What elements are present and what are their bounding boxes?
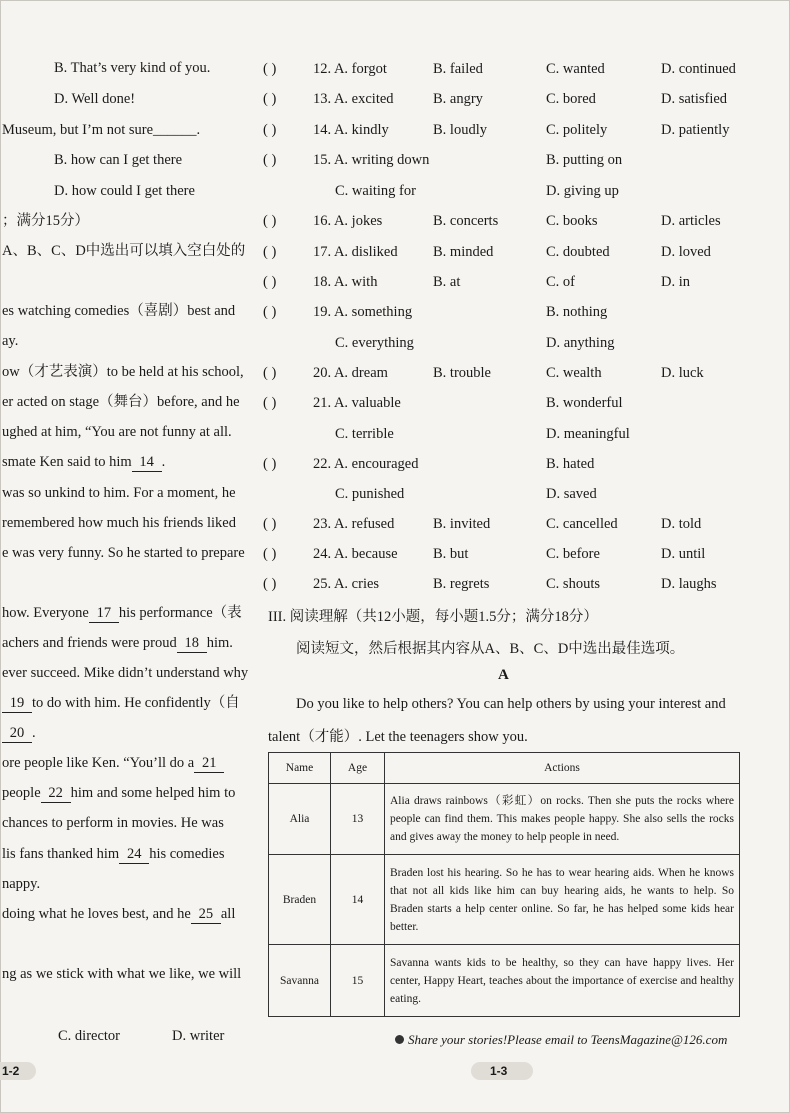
left-line: ；满分15分）	[2, 213, 89, 229]
option-b: B. regrets	[433, 576, 490, 592]
question-option-a	[313, 91, 394, 108]
answer-bracket[interactable]: ( )	[263, 365, 277, 381]
question-number: 17.	[313, 244, 332, 260]
blank: 18	[177, 634, 207, 653]
table-row	[269, 945, 740, 1017]
option-a: A. encouraged	[333, 456, 419, 472]
blank: 25	[191, 905, 221, 924]
question-number: 19.	[313, 304, 332, 320]
left-line: A、B、C、D中选出可以填入空白处的	[2, 243, 246, 259]
column-header: Actions	[385, 753, 740, 784]
left-line: smate Ken said to him 14 .	[2, 454, 166, 470]
blank: 19	[2, 694, 32, 713]
option-b: B. failed	[433, 61, 483, 77]
left-line: chances to perform in movies. He was	[2, 815, 224, 831]
name-cell: Alia	[269, 784, 331, 855]
option-d: D. meaningful	[546, 426, 630, 442]
question-option-a	[313, 546, 398, 563]
blank: 22	[41, 784, 71, 803]
table-row	[269, 855, 740, 945]
option-d: D. giving up	[546, 183, 619, 199]
option-c: C. wanted	[546, 61, 605, 77]
option-d: D. anything	[546, 335, 615, 351]
option-d: D. continued	[661, 61, 736, 77]
column-header: Name	[269, 753, 331, 784]
option-b: B. angry	[433, 91, 483, 107]
option-a: A. cries	[333, 576, 380, 592]
blank: 20	[2, 724, 32, 743]
question-number: 23.	[313, 516, 332, 532]
option-b: B. nothing	[546, 304, 608, 320]
left-line: D. Well done!	[54, 91, 136, 107]
question-number: 13.	[313, 91, 332, 107]
question-option-a	[313, 122, 389, 139]
question-option-a	[313, 576, 379, 593]
left-line: ow（才艺表演）to be held at his school,	[2, 364, 244, 380]
left-line: how. Everyone 17 his performance（表	[2, 605, 242, 621]
age-cell: 13	[331, 784, 385, 855]
option-a: A. excited	[333, 91, 394, 107]
option-c: C. bored	[546, 91, 596, 107]
option-a: A. refused	[333, 516, 395, 532]
question-number: 25.	[313, 576, 332, 592]
left-line: nappy.	[2, 876, 41, 892]
blank: 21	[194, 754, 224, 773]
question-number: 20.	[313, 365, 332, 381]
option-a: A. with	[333, 274, 378, 290]
answer-bracket[interactable]: ( )	[263, 395, 277, 411]
question-number: 18.	[313, 274, 332, 290]
option-b: B. concerts	[433, 213, 499, 229]
option-c: C. waiting for	[335, 183, 416, 199]
section-instruction: 阅读短文，然后根据其内容从A、B、C、D中选出最佳选项。	[296, 641, 685, 657]
option-a: A. something	[333, 304, 413, 320]
answer-bracket[interactable]: ( )	[263, 304, 277, 320]
question-option-a	[313, 365, 388, 382]
question-number: 14.	[313, 122, 332, 138]
option-c: C. of	[546, 274, 575, 290]
left-line: lis fans thanked him 24 his comedies	[2, 846, 225, 862]
passage-letter: A	[498, 667, 509, 683]
left-line: B. That’s very kind of you.	[54, 60, 211, 76]
option-b: B. minded	[433, 244, 494, 260]
section-heading: III. 阅读理解（共12小题，每小题1.5分；满分18分）	[268, 609, 598, 625]
answer-bracket[interactable]: ( )	[263, 274, 277, 290]
left-line: remembered how much his friends liked	[2, 515, 236, 531]
answer-bracket[interactable]: ( )	[263, 576, 277, 592]
option-d: D. luck	[661, 365, 704, 381]
option-c: C. punished	[335, 486, 405, 502]
option-d: D. articles	[661, 213, 721, 229]
option-a: A. writing down	[333, 152, 430, 168]
answer-bracket[interactable]: ( )	[263, 546, 277, 562]
action-cell: Braden lost his hearing. So he has to wear hearing aids. When he knows that not all kids like him can buy hearing aids, he wants to help. So Braden starts a help center online. So far, he has helped some kids hear better.	[385, 855, 740, 945]
age-cell: 15	[331, 945, 385, 1017]
blank: 17	[89, 604, 119, 623]
answer-bracket[interactable]: ( )	[263, 213, 277, 229]
left-line: D. writer	[172, 1028, 225, 1044]
left-line: B. how can I get there	[54, 152, 183, 168]
option-b: B. invited	[433, 516, 491, 532]
left-line: Museum, but I’m not sure______.	[2, 122, 201, 138]
option-b: B. trouble	[433, 365, 491, 381]
option-c: C. terrible	[335, 426, 394, 442]
option-c: C. before	[546, 546, 600, 562]
option-d: D. saved	[546, 486, 597, 502]
blank: 14	[132, 453, 162, 472]
option-c: C. shouts	[546, 576, 600, 592]
question-option-a	[313, 152, 429, 169]
answer-bracket[interactable]: ( )	[263, 516, 277, 532]
option-c: C. wealth	[546, 365, 602, 381]
option-a: A. jokes	[333, 213, 383, 229]
option-d: D. satisfied	[661, 91, 728, 107]
left-line: ay.	[2, 333, 19, 349]
option-b: B. wonderful	[546, 395, 623, 411]
left-line: e was very funny. So he started to prepare	[2, 545, 245, 561]
blank: 24	[119, 845, 149, 864]
footer-email-line: Share your stories!Please email to TeensMagazine@126.com	[408, 1032, 728, 1047]
left-line: achers and friends were proud 18 him.	[2, 635, 233, 651]
option-a: A. kindly	[333, 122, 389, 138]
left-line: C. director	[58, 1028, 121, 1044]
question-option-a	[313, 395, 401, 412]
option-c: C. cancelled	[546, 516, 618, 532]
left-line: 20 .	[2, 724, 36, 743]
name-cell: Braden	[269, 855, 331, 945]
left-line: was so unkind to him. For a moment, he	[2, 485, 236, 501]
option-a: A. disliked	[333, 244, 398, 260]
answer-bracket[interactable]: ( )	[263, 91, 277, 107]
left-line: 19 to do with him. He confidently（自	[2, 694, 240, 713]
age-cell: 14	[331, 855, 385, 945]
action-cell: Alia draws rainbows（彩虹）on rocks. Then she puts the rocks where people can find them. This makes people happy. She also sells the rocks and gives away the money to help people in need.	[385, 784, 740, 855]
answer-bracket[interactable]: ( )	[263, 61, 277, 77]
question-number: 15.	[313, 152, 332, 168]
action-cell: Savanna wants kids to be healthy, so they can have happy lives. Her center, Happy Heart, teaches about the importance of exercise and healthy eating.	[385, 945, 740, 1017]
left-line: ore people like Ken. “You’ll do a 21	[2, 754, 224, 773]
option-c: C. doubted	[546, 244, 610, 260]
option-a: A. because	[333, 546, 398, 562]
option-b: B. hated	[546, 456, 595, 472]
answer-bracket[interactable]: ( )	[263, 456, 277, 472]
bullet-icon	[395, 1035, 404, 1044]
option-d: D. told	[661, 516, 702, 532]
option-a: A. dream	[333, 365, 388, 381]
answer-bracket[interactable]: ( )	[263, 152, 277, 168]
option-c: C. everything	[335, 335, 414, 351]
question-option-a	[313, 304, 412, 321]
option-a: A. valuable	[333, 395, 401, 411]
question-option-a	[313, 274, 377, 291]
question-number: 21.	[313, 395, 332, 411]
question-option-a	[313, 61, 387, 78]
answer-bracket[interactable]: ( )	[263, 244, 277, 260]
left-line: es watching comedies（喜剧）best and	[2, 303, 236, 319]
question-number: 22.	[313, 456, 332, 472]
option-b: B. but	[433, 546, 469, 562]
passage-intro: Do you like to help others? You can help others by using your interest and	[296, 696, 726, 712]
option-d: D. loved	[661, 244, 711, 260]
left-line: ng as we stick with what we like, we will	[2, 966, 242, 982]
left-line: D. how could I get there	[54, 183, 195, 199]
option-d: D. laughs	[661, 576, 717, 592]
question-number: 12.	[313, 61, 332, 77]
answer-bracket[interactable]: ( )	[263, 122, 277, 138]
question-option-a	[313, 516, 394, 533]
option-c: C. politely	[546, 122, 608, 138]
left-line: ughed at him, “You are not funny at all.	[2, 424, 232, 440]
question-number: 16.	[313, 213, 332, 229]
column-header: Age	[331, 753, 385, 784]
option-d: D. in	[661, 274, 690, 290]
left-line: doing what he loves best, and he 25 all	[2, 906, 236, 922]
page-number-right: 1-3	[490, 1064, 508, 1078]
table-header-row	[269, 753, 740, 784]
left-line: people 22 him and some helped him to	[2, 785, 236, 801]
option-b: B. loudly	[433, 122, 487, 138]
option-d: D. patiently	[661, 122, 730, 138]
option-b: B. putting on	[546, 152, 623, 168]
actions-table	[268, 752, 740, 1017]
left-line: ever succeed. Mike didn’t understand why	[2, 665, 249, 681]
page-number-left: 1-2	[2, 1064, 20, 1078]
option-a: A. forgot	[333, 61, 387, 77]
option-c: C. books	[546, 213, 598, 229]
name-cell: Savanna	[269, 945, 331, 1017]
question-option-a	[313, 244, 398, 261]
option-d: D. until	[661, 546, 706, 562]
option-b: B. at	[433, 274, 461, 290]
passage-intro: talent（才能）. Let the teenagers show you.	[268, 729, 528, 745]
question-option-a	[313, 456, 419, 473]
question-option-a	[313, 213, 382, 230]
question-number: 24.	[313, 546, 332, 562]
left-line: er acted on stage（舞台）before, and he	[2, 394, 240, 410]
table-row	[269, 784, 740, 855]
